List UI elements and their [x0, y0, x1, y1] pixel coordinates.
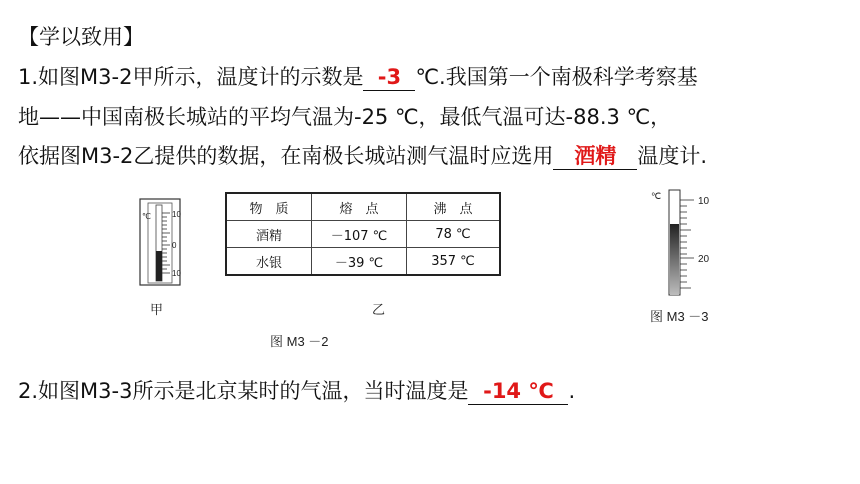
table-header-cell: 熔 点: [312, 193, 407, 221]
question-1-line-1: [18, 62, 698, 92]
q2-text-part-2: .: [568, 379, 576, 403]
question-1-line-2: 地——中国南极长城站的平均气温为-25 ℃，最低气温可达-88.3 ℃，: [18, 105, 672, 129]
figure-m3-3-caption: 图 M3 －3: [650, 309, 709, 324]
q2-text-part-1: 2.如图M3-3所示是北京某时的气温，当时温度是: [18, 379, 469, 403]
table-cell: 酒精: [226, 221, 312, 248]
thermometer-jia-figure: [135, 195, 195, 290]
thermometer-jia-unit: ℃: [142, 212, 151, 221]
figure-m3-2-caption: 图 M3 －2: [270, 334, 329, 349]
thermometer-jia-tick-mid: 0: [172, 241, 177, 250]
q2-answer-blank: -14 ℃: [468, 378, 568, 405]
question-1-line-3: [18, 141, 707, 171]
table-row: [226, 248, 500, 276]
section-heading: 【学以致用】: [18, 25, 144, 49]
table-cell: 357 ℃: [407, 248, 501, 276]
q1-answer-blank-2: 酒精: [553, 143, 637, 170]
thermometer-jia-tick-top: 10: [172, 210, 181, 219]
thermometer-m3-3-tick-top: 10: [698, 196, 710, 207]
q1-answer-blank-1: -3: [363, 64, 415, 91]
question-2-line: [18, 376, 575, 406]
figure-jia-label: 甲: [150, 302, 164, 317]
table-cell: 78 ℃: [407, 221, 501, 248]
table-cell: －39 ℃: [312, 248, 407, 276]
thermometer-m3-3-figure: [640, 186, 730, 301]
figure-yi-label: 乙: [372, 302, 386, 317]
melting-boiling-table: [225, 192, 501, 276]
thermometer-m3-3-tick-bot: 20: [698, 254, 710, 265]
table-header-row: [226, 193, 500, 221]
q1-text-part-3: 依据图M3-2乙提供的数据，在南极长城站测气温时应选用: [18, 144, 554, 168]
table-row: [226, 221, 500, 248]
thermometer-jia-tick-bot: 10: [172, 269, 181, 278]
q1-text-part-4: 温度计.: [637, 144, 708, 168]
q1-text-part-2: ℃.我国第一个南极科学考察基: [415, 65, 698, 89]
table-header-cell: 沸 点: [407, 193, 501, 221]
q1-text-part-1: 1.如图M3-2甲所示，温度计的示数是: [18, 65, 364, 89]
table-cell: －107 ℃: [312, 221, 407, 248]
thermometer-m3-3-unit: ℃: [651, 191, 662, 201]
table-header-cell: 物 质: [226, 193, 312, 221]
table-cell: 水银: [226, 248, 312, 276]
